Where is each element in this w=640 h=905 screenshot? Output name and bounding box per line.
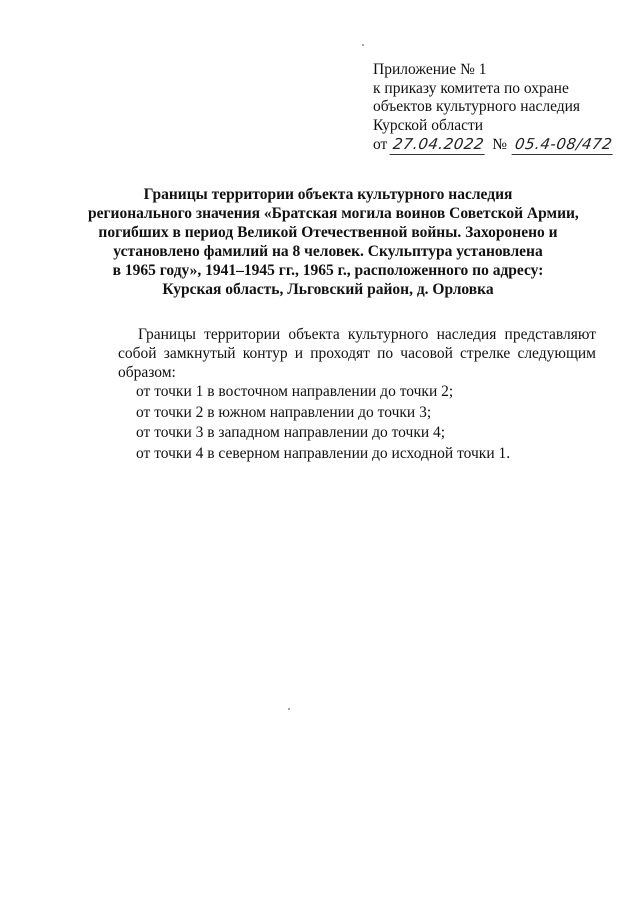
title-line-4: установлено фамилий на 8 человек. Скульптура установлена	[113, 243, 543, 260]
handwritten-date: 27.04.2022	[390, 135, 488, 155]
appendix-line-3: объектов культурного наследия	[373, 98, 581, 115]
scan-speck	[362, 44, 364, 46]
scan-speck	[288, 708, 290, 710]
title-line-6: Курская область, Льговский район, д. Орловка	[162, 281, 494, 298]
appendix-line-2: к приказу комитета по охране	[373, 79, 569, 97]
document-body	[118, 325, 596, 464]
number-label: №	[492, 136, 508, 153]
title-line-2: регионального значения «Братская могила воинов Советской Армии,	[88, 205, 579, 222]
title-line-3: погибших в период Великой Отечественной войны. Захоронено и	[98, 224, 558, 241]
title-line-5: в 1965 году», 1941–1945 гг., 1965 г., расположенного по адресу:	[112, 262, 544, 279]
appendix-line-4: Курской области	[373, 116, 484, 134]
appendix-line-1: Приложение № 1	[373, 61, 487, 78]
boundary-item-1: от точки 1 в восточном направлении до точки 2;	[136, 383, 454, 400]
from-label: от	[373, 136, 388, 153]
order-reference-line	[373, 135, 633, 155]
title-line-1: Границы территории объекта культурного наследия	[143, 186, 513, 203]
boundary-item-3: от точки 3 в западном направлении до точки 4;	[136, 424, 446, 441]
handwritten-order-number: 05.4-08/472	[512, 135, 616, 155]
boundary-item-4: от точки 4 в северном направлении до исходной точки 1.	[136, 444, 511, 462]
boundary-item-2: от точки 2 в южном направлении до точки 3;	[136, 403, 432, 421]
appendix-header	[373, 61, 633, 155]
document-title	[88, 185, 579, 299]
intro-paragraph: Границы территории объекта культурного наследия представляют собой замкнутый контур и проходят по часовой стрелке следующим образом:	[118, 326, 596, 381]
